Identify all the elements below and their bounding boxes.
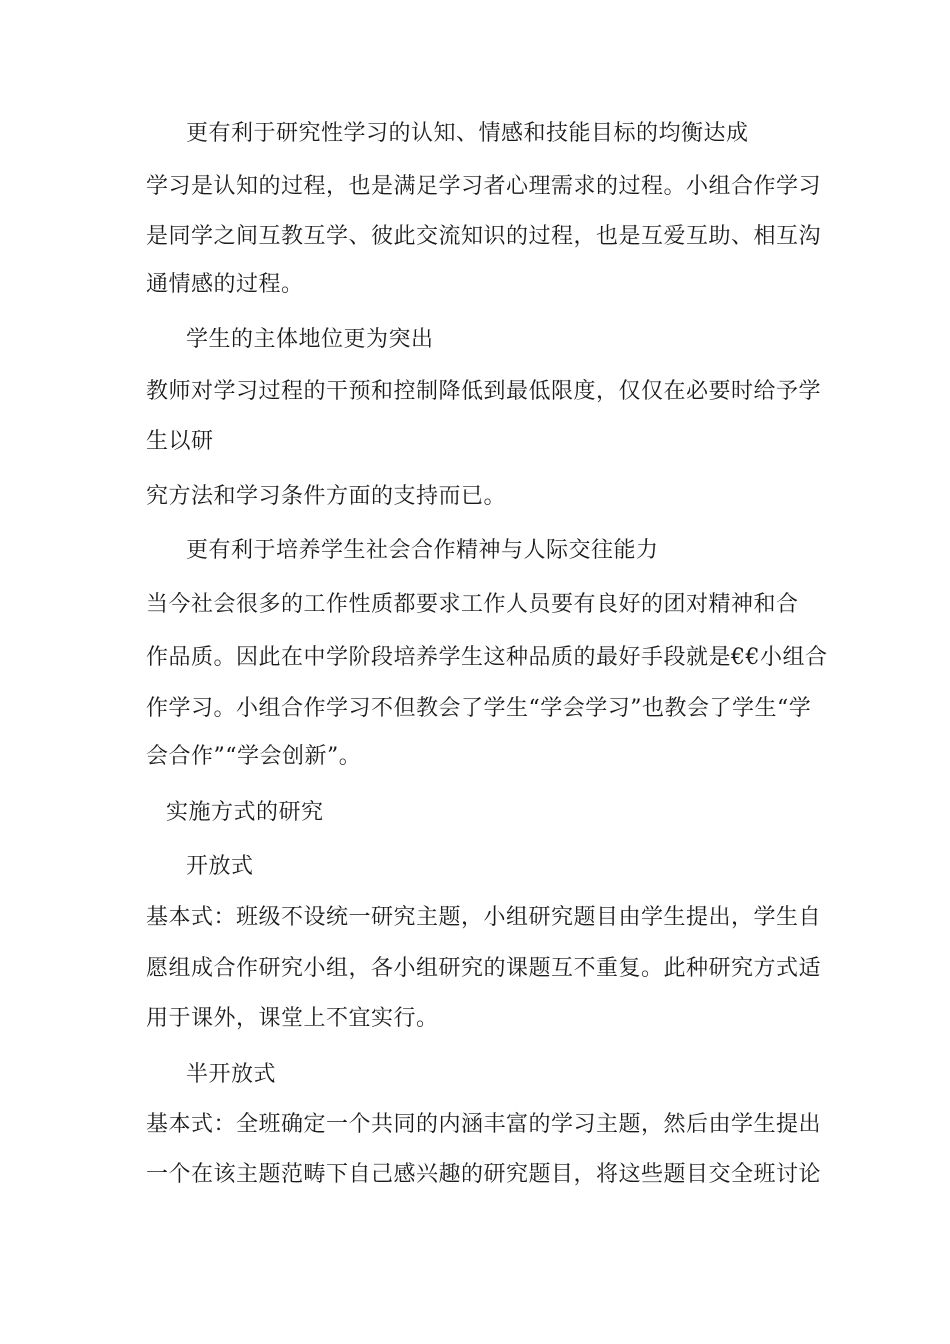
paragraph-line: 一个在该主题范畴下自己感兴趣的研究题目，将这些题目交全班讨论	[146, 1162, 822, 1187]
paragraph-line: 是同学之间互教互学、彼此交流知识的过程，也是互爱互助、相互沟	[146, 224, 822, 249]
paragraph-line: 通情感的过程。	[146, 272, 304, 297]
heading-balanced-goals: 更有利于研究性学习的认知、情感和技能目标的均衡达成	[186, 121, 749, 146]
paragraph-line: 作学习。小组合作学习不但教会了学生“学会学习”也教会了学生“学	[146, 696, 812, 721]
paragraph-line: 基本式：全班确定一个共同的内涵丰富的学习主题，然后由学生提出	[146, 1112, 822, 1137]
paragraph-line: 愿组成合作研究小组，各小组研究的课题互不重复。此种研究方式适	[146, 956, 822, 981]
paragraph-line: 学习是认知的过程，也是满足学习者心理需求的过程。小组合作学习	[146, 174, 822, 199]
paragraph-line: 基本式：班级不设统一研究主题，小组研究题目由学生提出，学生自	[146, 905, 822, 930]
paragraph-line: 用于课外，课堂上不宜实行。	[146, 1006, 439, 1031]
paragraph-line: 作品质。因此在中学阶段培养学生这种品质的最好手段就是€€小组合	[146, 645, 828, 670]
heading-open: 开放式	[186, 854, 254, 879]
paragraph-line: 教师对学习过程的干预和控制降低到最低限度，仅仅在必要时给予学	[146, 379, 822, 404]
paragraph-line: 当今社会很多的工作性质都要求工作人员要有良好的团对精神和合	[146, 592, 799, 617]
heading-cooperation: 更有利于培养学生社会合作精神与人际交往能力	[186, 538, 659, 563]
paragraph-line: 生以研	[146, 429, 214, 454]
heading-implementation: 实施方式的研究	[166, 800, 324, 825]
paragraph-line: 究方法和学习条件方面的支持而已。	[146, 484, 507, 509]
heading-semi-open: 半开放式	[186, 1062, 277, 1087]
heading-student-subject: 学生的主体地位更为突出	[186, 327, 434, 352]
paragraph-line: 会合作”“学会创新”。	[146, 744, 362, 769]
